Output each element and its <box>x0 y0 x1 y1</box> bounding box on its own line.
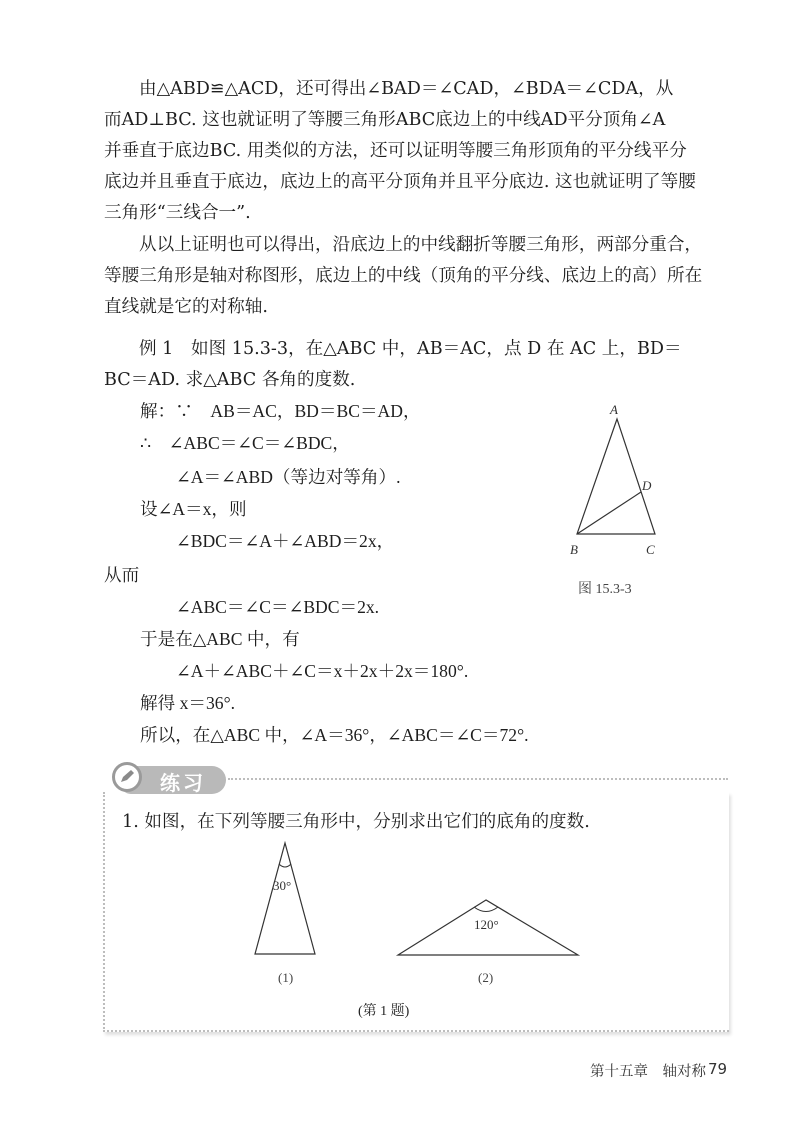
exercise-top-rule <box>228 778 728 780</box>
text-line: BC＝AD. 求△ABC 各角的度数. <box>104 370 356 390</box>
solution-line: 设∠A＝x，则 <box>140 499 247 519</box>
page-number: 79 <box>708 1060 728 1078</box>
exercise-figure-caption: (第 1 题) <box>358 1004 410 1019</box>
example-1-statement <box>104 334 734 396</box>
solution-line: 解：∵ AB＝AC，BD＝BC＝AD， <box>140 401 421 421</box>
angle-label-2: 120° <box>474 917 499 932</box>
exercise-header <box>104 764 224 794</box>
angle-label-1: 30° <box>273 878 292 893</box>
angle-arc-2 <box>474 907 498 912</box>
vertex-label-b: B <box>570 542 578 557</box>
text-line: 并垂直于底边BC. 用类似的方法，还可以证明等腰三角形顶角的平分线平分 <box>104 141 687 161</box>
exercise-question: 1. 如图，在下列等腰三角形中，分别求出它们的底角的度数. <box>122 812 590 832</box>
vertex-label-d: D <box>642 478 652 493</box>
figure-caption: 图 15.3-3 <box>578 582 632 597</box>
paragraph-congruence <box>104 74 734 229</box>
text-line: 而AD⊥BC. 这也就证明了等腰三角形ABC底边上的中线AD平分顶角∠A <box>104 110 666 130</box>
figure-1-caption: (1) <box>278 970 294 985</box>
text-line: 等腰三角形是轴对称图形，底边上的中线（顶角的平分线、底边上的高）所在 <box>104 266 703 286</box>
solution-line: 于是在△ABC 中，有 <box>140 629 300 649</box>
text-line: 从以上证明也可以得出，沿底边上的中线翻折等腰三角形，两部分重合， <box>139 235 703 255</box>
solution-line: ∠BDC＝∠A＋∠ABD＝2x， <box>176 531 395 551</box>
text-line: 由△ABD≌△ACD，还可得出∠BAD＝∠CAD，∠BDA＝∠CDA，从 <box>139 79 674 99</box>
solution-line: ∴ ∠ABC＝∠C＝∠BDC， <box>140 433 350 453</box>
solution-line: 解得 x＝36°. <box>140 693 236 713</box>
pencil-icon <box>112 762 142 792</box>
exercise-triangle-2 <box>390 890 590 960</box>
solution-line: ∠ABC＝∠C＝∠BDC＝2x. <box>176 597 380 617</box>
triangle-figure-15-3-3 <box>560 398 680 568</box>
vertex-label-a: A <box>610 402 618 417</box>
solution-line: 所以，在△ABC 中，∠A＝36°，∠ABC＝∠C＝72°. <box>140 725 529 745</box>
triangle-abc <box>577 419 655 534</box>
exercise-triangle-1 <box>246 840 326 960</box>
chapter-footer: 第十五章 轴对称 <box>590 1064 706 1080</box>
solution-line: ∠A＋∠ABC＋∠C＝x＋2x＋2x＝180°. <box>176 661 469 681</box>
text-line: 底边并且垂直于底边，底边上的高平分顶角并且平分底边. 这也就证明了等腰 <box>104 172 696 192</box>
figure-2-caption: (2) <box>478 970 494 985</box>
text-line: 例 1 如图 15.3-3，在△ABC 中，AB＝AC，点 D 在 AC 上，BD＝ <box>139 339 682 359</box>
text-line: 三角形“三线合一”. <box>104 203 251 223</box>
solution-line: 从而 <box>104 565 140 585</box>
paragraph-axis-symmetry <box>104 230 734 323</box>
isosceles-triangle-1 <box>255 843 315 954</box>
exercise-title: 练习 <box>160 771 206 795</box>
text-line: 直线就是它的对称轴. <box>104 297 268 317</box>
angle-arc-1 <box>279 864 291 867</box>
vertex-label-c: C <box>646 542 655 557</box>
segment-bd <box>577 492 641 534</box>
solution-line: ∠A＝∠ABD（等边对等角）. <box>176 467 401 487</box>
